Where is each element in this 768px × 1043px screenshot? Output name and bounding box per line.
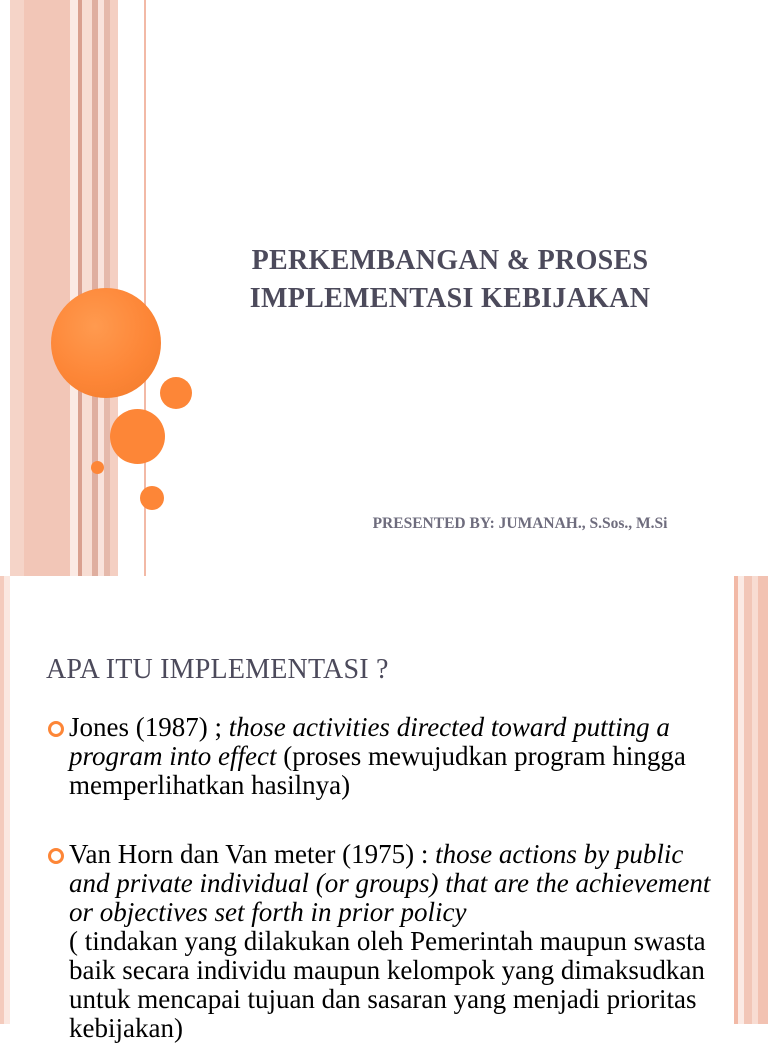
large-orange-circle bbox=[51, 288, 161, 398]
bullet-item bbox=[46, 713, 726, 800]
slide-title bbox=[190, 242, 710, 318]
decor-stripe bbox=[82, 0, 92, 576]
decor-stripe bbox=[24, 0, 70, 576]
bullet-text bbox=[69, 840, 726, 1043]
presenter-credit: PRESENTED BY: JUMANAH., S.Sos., M.Si bbox=[372, 515, 668, 532]
orange-circle bbox=[140, 486, 164, 510]
bullet-rest: ( tindakan yang dilakukan oleh Pemerintah maupun swasta baik secara individu maupun kelompok yang dimaksudkan untuk mencapai tujuan dan sasaran yang menjadi prioritas kebijakan) bbox=[69, 926, 706, 1043]
title-line: IMPLEMENTASI KEBIJAKAN bbox=[249, 283, 651, 314]
decor-stripe bbox=[10, 0, 24, 576]
bullet-item bbox=[46, 840, 726, 1043]
decor-stripe bbox=[758, 576, 768, 1024]
title-line: PERKEMBANGAN & PROSES bbox=[251, 245, 649, 276]
orange-circle bbox=[91, 461, 104, 474]
slide-heading: APA ITU IMPLEMENTASI ? bbox=[46, 654, 389, 685]
orange-circle bbox=[110, 409, 165, 464]
bullet-text bbox=[69, 713, 726, 800]
bullet-rest: (proses mewujudkan program hingga memperlihatkan hasilnya) bbox=[69, 741, 686, 800]
bullet-quote: those activities directed toward putting a program into effect bbox=[69, 712, 670, 771]
bullet-lead: Jones (1987) ; bbox=[69, 712, 229, 742]
orange-ring-bullet-icon bbox=[48, 848, 64, 864]
orange-circle bbox=[160, 377, 192, 409]
decor-stripe bbox=[4, 576, 10, 1024]
orange-ring-bullet-icon bbox=[48, 721, 64, 737]
bullet-lead: Van Horn dan Van meter (1975) : bbox=[69, 839, 436, 869]
decor-stripe bbox=[744, 576, 752, 1024]
bullet-quote: those actions by public and private individual (or groups) that are the achievement or objectives set forth in prior policy bbox=[69, 839, 711, 927]
decor-stripe bbox=[70, 0, 78, 576]
